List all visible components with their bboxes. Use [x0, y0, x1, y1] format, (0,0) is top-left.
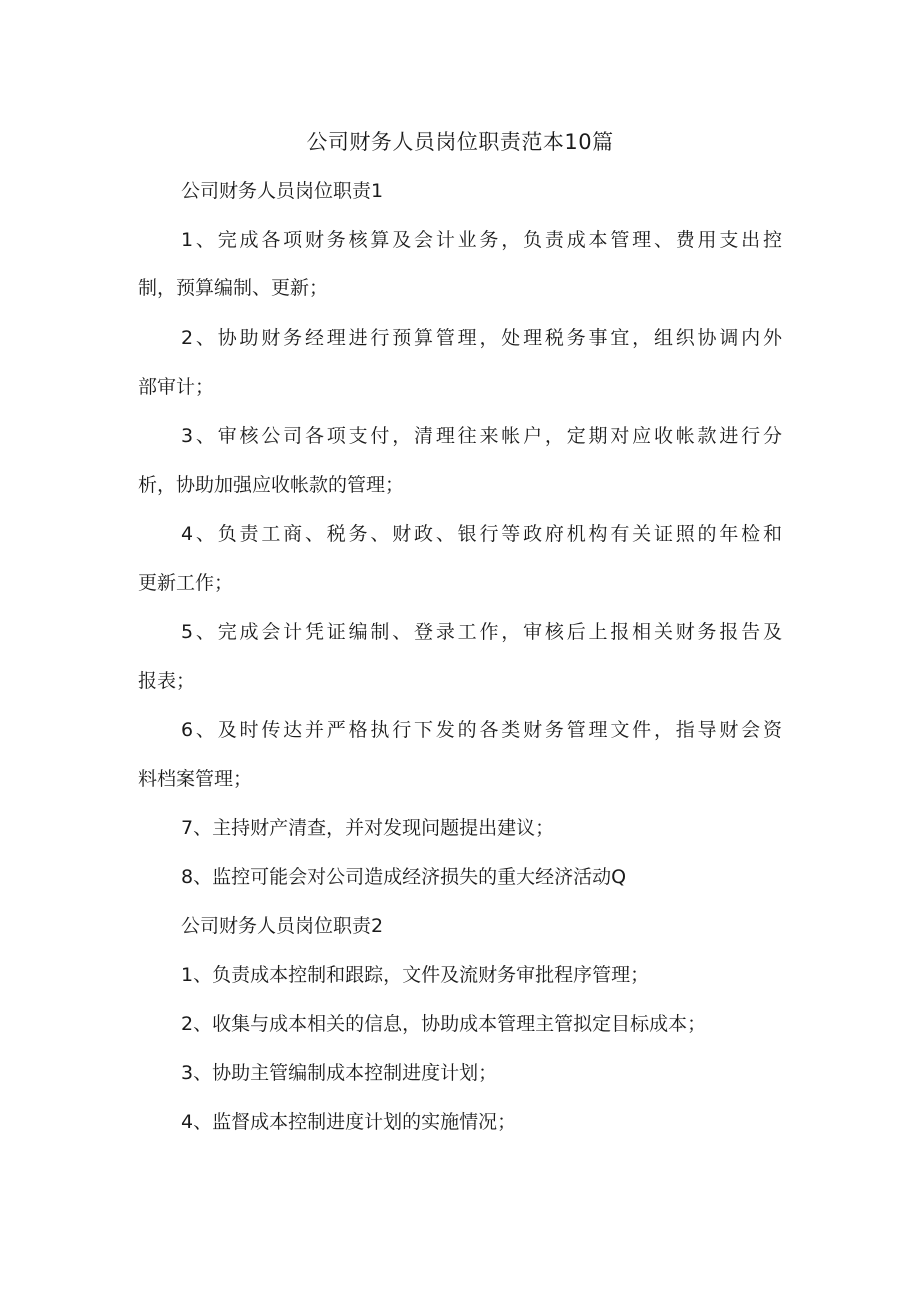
section-heading-1: 公司财务人员岗位职责1: [181, 180, 384, 202]
paragraph-s2-item-3: 3、协助主管编制成本控制进度计划；: [181, 1062, 498, 1084]
paragraph-s2-item-4: 4、监督成本控制进度计划的实施情况；: [181, 1111, 517, 1133]
paragraph-item-7: 7、主持财产清查，并对发现问题提出建议；: [181, 817, 555, 839]
paragraph-s2-item-2: 2、收集与成本相关的信息，协助成本管理主管拟定目标成本；: [181, 1013, 707, 1035]
paragraph-item-4-line-2: 更新工作；: [138, 572, 234, 594]
paragraph-item-5-line-1: 5、完成会计凭证编制、登录工作，审核后上报相关财务报告及: [181, 621, 782, 643]
paragraph-item-3-line-1: 3、审核公司各项支付，清理往来帐户，定期对应收帐款进行分: [181, 425, 782, 447]
paragraph-item-6-line-2: 料档案管理；: [138, 768, 253, 790]
document-title: 公司财务人员岗位职责范本10篇: [306, 130, 614, 154]
paragraph-item-4-line-1: 4、负责工商、税务、财政、银行等政府机构有关证照的年检和: [181, 523, 782, 545]
paragraph-item-3-line-2: 析，协助加强应收帐款的管理；: [138, 474, 405, 496]
paragraph-item-1-line-2: 制，预算编制、更新；: [138, 277, 329, 299]
paragraph-item-2-line-1: 2、协助财务经理进行预算管理，处理税务事宜，组织协调内外: [181, 327, 782, 349]
paragraph-item-5-line-2: 报表；: [138, 670, 196, 692]
paragraph-item-6-line-1: 6、及时传达并严格执行下发的各类财务管理文件，指导财会资: [181, 719, 782, 741]
paragraph-s2-item-1: 1、负责成本控制和跟踪，文件及流财务审批程序管理；: [181, 964, 650, 986]
paragraph-item-8: 8、监控可能会对公司造成经济损失的重大经济活动Q: [181, 866, 627, 888]
paragraph-item-2-line-2: 部审计；: [138, 376, 215, 398]
section-heading-2: 公司财务人员岗位职责2: [181, 915, 384, 937]
paragraph-item-1-line-1: 1、完成各项财务核算及会计业务，负责成本管理、费用支出控: [181, 229, 782, 251]
